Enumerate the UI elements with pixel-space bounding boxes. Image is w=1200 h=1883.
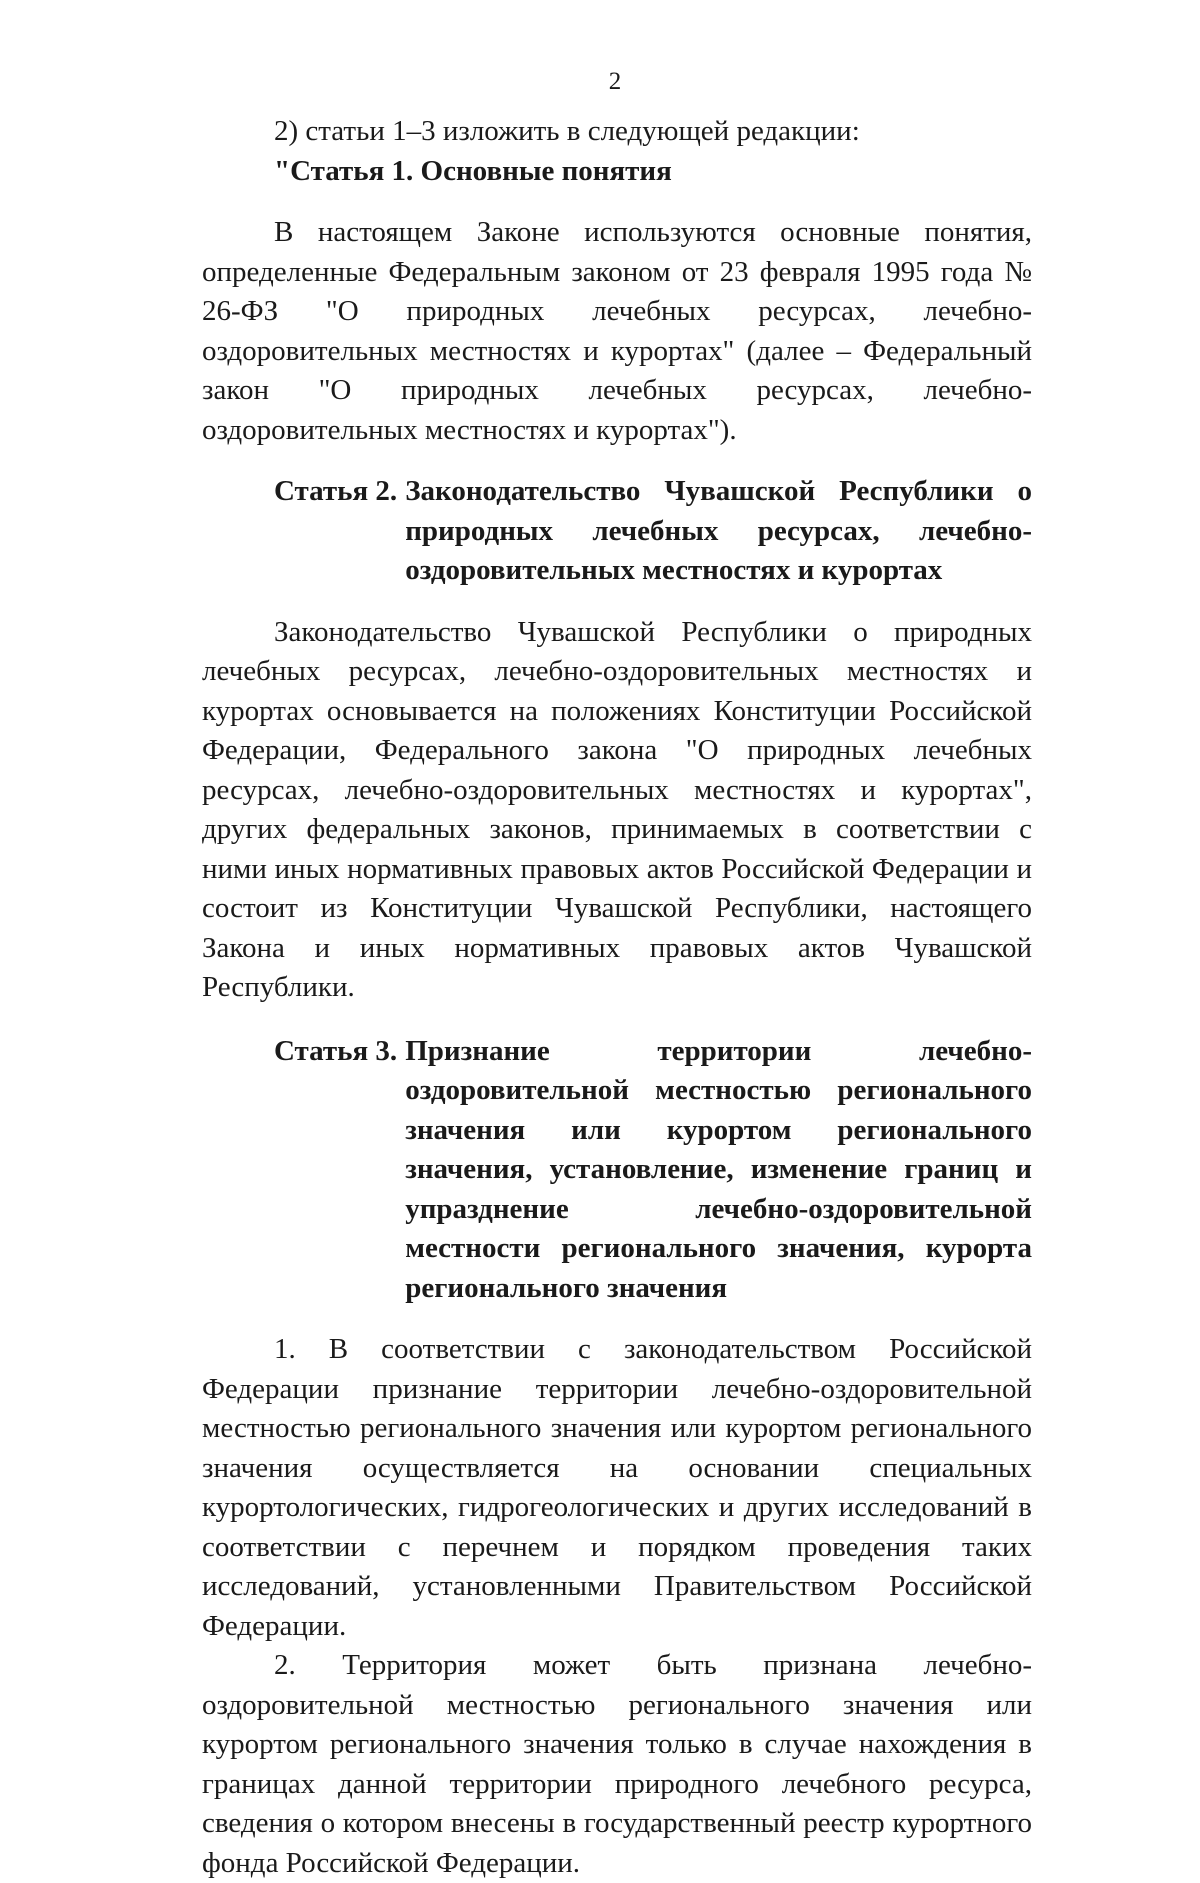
article3-paragraph-2: 2. Территория может быть признана лечебно-оздоровительной местностью регионального значения или курортом регионального значения только в случае нахождения в границах данной территории природного лечебного ресурса, сведения о котором внесены в государственный реестр курортного фонда Российской Федерации. (202, 1649, 1032, 1879)
article2-paragraph: Законодательство Чувашской Республики о природных лечебных ресурсах, лечебно-оздоровительных местностях и курортах основывается на положениях Конституции Российской Федерации, Федерального закона "О природных лечебных ресурсах, лечебно-оздоровительных местностях и курортах", других федеральных законов, принимаемых в соответствии с ними иных нормативных правовых актов Российской Федерации и состоит из Конституции Чувашской Республики, настоящего Закона и иных нормативных правовых актов Чувашской Республики. (202, 615, 1032, 1003)
article3-heading (274, 1032, 1032, 1309)
article1-heading: "Статья 1. Основные понятия (274, 154, 672, 187)
document-body (202, 0, 1032, 1883)
amendment-intro: 2) статьи 1–3 изложить в следующей редакции: (274, 115, 860, 147)
page-number: 2 (608, 68, 622, 95)
article1-paragraph: В настоящем Законе используются основные понятия, определенные Федеральным законом от 23 февраля 1995 года № 26-ФЗ "О природных лечебных ресурсах, лечебно-оздоровительных местностях и курортах" (далее – Федеральный закон "О природных лечебных ресурсах, лечебно-оздоровительных местностях и курортах"). (202, 216, 1032, 446)
article2-heading (274, 472, 1032, 591)
article3-number: Статья 3. (274, 1034, 398, 1067)
article2-number: Статья 2. (274, 475, 398, 507)
article3-title: Признание территории лечебно-оздоровительной местностью регионального значения или курортом регионального значения, установление, изменение границ и упразднение лечебно-оздоровительной местности регионального значения, курорта регионального значения (405, 1034, 1032, 1304)
article3-paragraph-1: 1. В соответствии с законодательством Российской Федерации признание территории лечебно-оздоровительной местностью регионального значения или курортом регионального значения осуществляется на основании специальных курортологических, гидрогеологических и других исследований в соответствии с перечнем и порядком проведения таких исследований, установленными Правительством Российской Федерации. (202, 1333, 1032, 1642)
article2-title: Законодательство Чувашской Республики о природных лечебных ресурсах, лечебно-оздоровительных местностях и курортах (405, 475, 1032, 586)
